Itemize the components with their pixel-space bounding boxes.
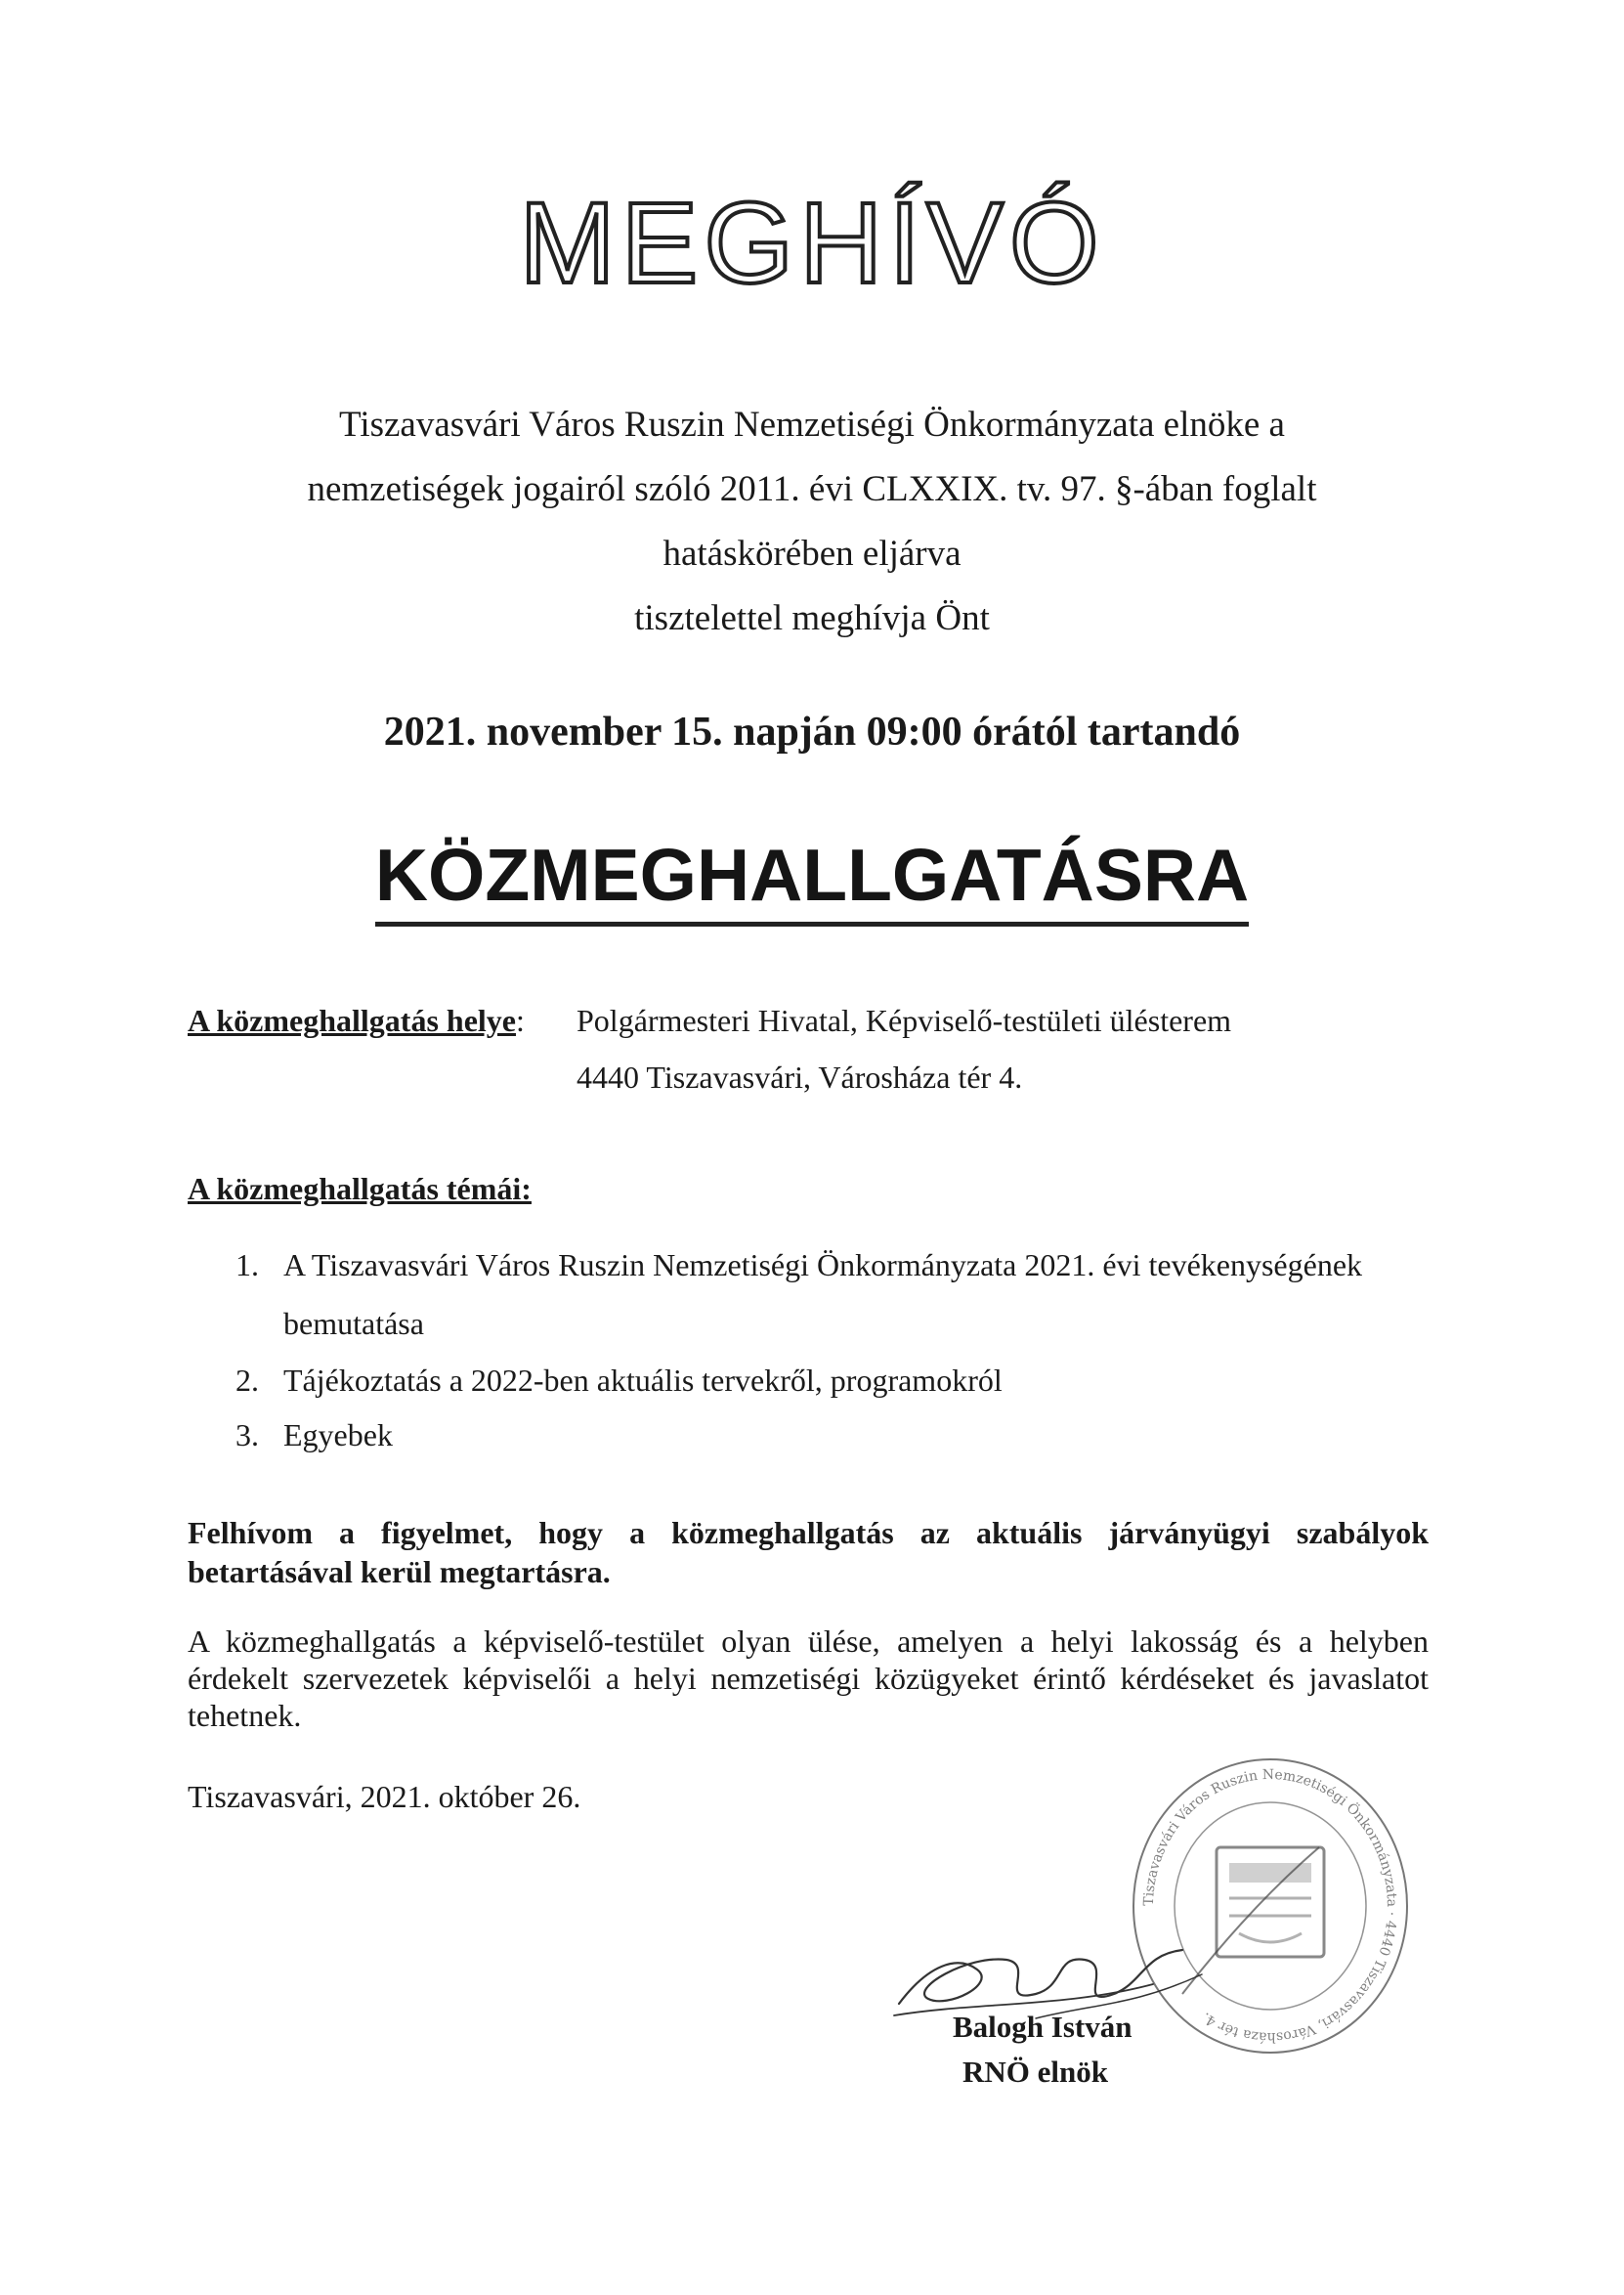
- venue-label-wrap: [188, 1005, 525, 1036]
- intro-line-3: hatáskörében eljárva: [662, 534, 962, 574]
- topic-1-number: 1.: [235, 1247, 259, 1282]
- intro-line-4: tisztelettel meghívja Önt: [634, 598, 990, 638]
- event-title: [0, 834, 1624, 916]
- topic-2-number: 2.: [235, 1363, 259, 1398]
- description-line-3: tehetnek.: [188, 1698, 302, 1733]
- signatory-role: RNÖ elnök: [962, 2055, 1108, 2089]
- venue-line-2: 4440 Tiszavasvári, Városháza tér 4.: [577, 1060, 1023, 1095]
- seal-ring-text: Tiszavasvári Város Ruszin Nemzetiségi Önkormányzata · 4440 Tiszavasvári, Városháza tér 4.: [1140, 1766, 1400, 2046]
- topic-1-text: A Tiszavasvári Város Ruszin Nemzetiségi Önkormányzata 2021. évi tevékenységének: [283, 1247, 1363, 1282]
- description-line-2: érdekelt szervezetek képviselői a helyi nemzetiségi közügyeket érintő kérdéseket és javaslatot: [188, 1661, 1429, 1696]
- venue-line-1: Polgármesteri Hivatal, Képviselő-testületi ülésterem: [577, 1003, 1232, 1038]
- topic-3-number: 3.: [235, 1417, 259, 1452]
- description-paragraph: [188, 1623, 1429, 1734]
- document-title: MEGHÍVÓ: [519, 179, 1105, 308]
- venue-label: A közmeghallgatás helye: [188, 1003, 516, 1038]
- notice-line-2: betartásával kerül megtartásra.: [188, 1554, 611, 1589]
- venue-label-colon: :: [515, 1003, 525, 1038]
- topic-1-text-cont: bemutatása: [283, 1306, 424, 1341]
- place-date: Tiszavasvári, 2021. október 26.: [188, 1779, 581, 1814]
- notice-paragraph: [188, 1513, 1429, 1591]
- notice-line-1: Felhívom a figyelmet, hogy a közmeghallgatás az aktuális járványügyi szabályok: [188, 1515, 1429, 1550]
- description-line-1: A közmeghallgatás a képviselő-testület olyan ülése, amelyen a helyi lakosság és a helyben: [188, 1624, 1429, 1659]
- event-title-text: KÖZMEGHALLGATÁSRA: [375, 834, 1249, 927]
- topic-2-text: Tájékoztatás a 2022-ben aktuális tervekről, programokról: [283, 1363, 1003, 1398]
- intro-line-1: Tiszavasvári Város Ruszin Nemzetiségi Önkormányzata elnöke a: [339, 405, 1285, 445]
- signatory-name: Balogh István: [953, 2010, 1133, 2044]
- intro-line-2: nemzetiségek jogairól szóló 2011. évi CLXXIX. tv. 97. §-ában foglalt: [307, 469, 1317, 509]
- event-date-line: 2021. november 15. napján 09:00 órától tartandó: [383, 710, 1241, 755]
- topic-3-text: Egyebek: [283, 1417, 393, 1452]
- topics-label: A közmeghallgatás témái:: [188, 1171, 532, 1206]
